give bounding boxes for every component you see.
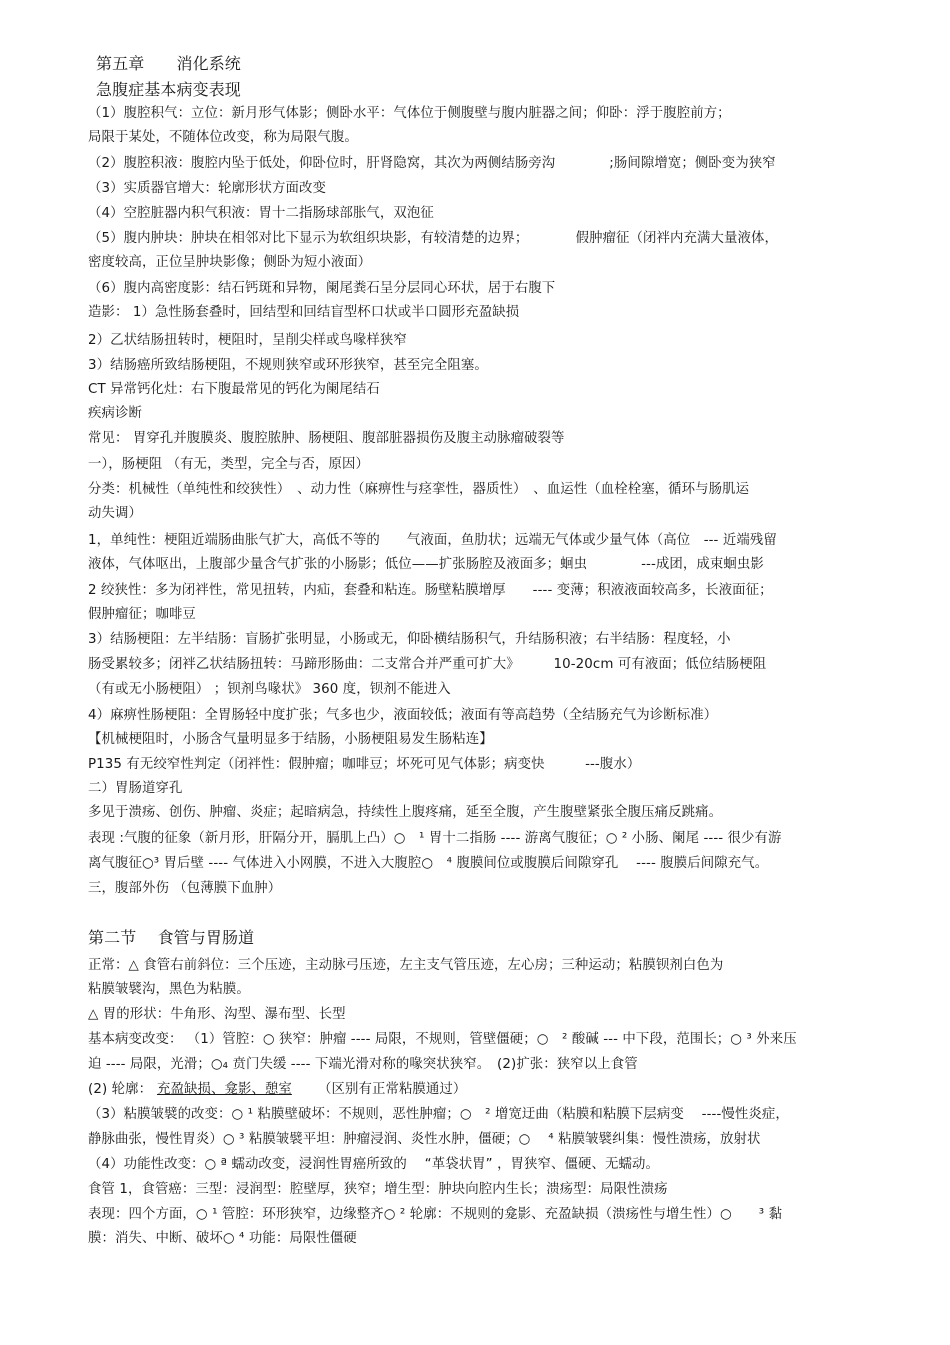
text-line: 迫 ---- 局限，光滑；○₄ 贲门失缓 ---- 下端光滑对称的喙突状狭窄。 (2)扩张：狭窄以上食管 (88, 1057, 638, 1072)
text-line: 【机械梗阻时，小肠含气量明显多于结肠，小肠梗阻易发生肠粘连】 (88, 732, 493, 747)
text-line: P135 有无绞窄性判定（闭袢性：假肿瘤；咖啡豆；坏死可见气体影；病变快 ---腹水） (88, 757, 641, 772)
text-line: 静脉曲张，慢性胃炎）○ ³ 粘膜皱襞平坦：肿瘤浸润、炎性水肿，僵硬；○ ⁴ 粘膜皱襞纠集：慢性溃疡，放射状 (88, 1132, 761, 1147)
text-line: 一），肠梗阻 （有无，类型，完全与否，原因） (88, 457, 369, 472)
text-line: 4）麻痹性肠梗阻：全胃肠轻中度扩张；气多也少，液面较低；液面有等高趋势（全结肠充气为诊断标准） (88, 708, 718, 723)
text-line: (2) 轮廓： (88, 1082, 153, 1097)
text-line: 食管 1，食管癌：三型：浸润型：腔壁厚，狭窄；增生型：肿块向腔内生长；溃疡型：局限性溃疡 (88, 1182, 668, 1197)
text-line: 密度较高，正位呈肿块影像；侧卧为短小液面） (88, 255, 372, 270)
text-line: 2）乙状结肠扭转时，梗阻时，呈削尖样或鸟喙样狭窄 (88, 333, 407, 348)
text-line: 正常：△ 食管右前斜位：三个压迹，主动脉弓压迹，左主支气管压迹，左心房；三种运动；粘膜钡剂白色为 (88, 958, 724, 973)
text-line: △ 胃的形状：牛角形、沟型、瀑布型、长型 (88, 1007, 346, 1022)
text-line: （5）腹内肿块：肿块在相邻对比下显示为软组织块影，有较清楚的边界； 假肿瘤征（闭袢内充满大量液体， (88, 231, 778, 246)
text-line: 多见于溃疡、创伤、肿瘤、炎症；起暗病急，持续性上腹疼痛，延至全腹，产生腹壁紧张全腹压痛反跳痛。 (88, 805, 723, 820)
text-line: 基本病变改变： （1）管腔：○ 狭窄：肿瘤 ---- 局限，不规则，管壁僵硬；○ ² 酸碱 --- 中下段，范围长；○ ³ 外来压 (88, 1032, 797, 1047)
text-line: 粘膜皱襞沟，黑色为粘膜。 (88, 982, 250, 997)
text-line: （1）腹腔积气：立位：新月形气体影；侧卧水平：气体位于侧腹壁与腹内脏器之间；仰卧：浮于腹腔前方； (88, 106, 731, 121)
text-line: （3）粘膜皱襞的改变：○ ¹ 粘膜壁破坏：不规则，恶性肿瘤；○ ² 增宽迂曲（粘膜和粘膜下层病变 ----慢性炎症， (88, 1107, 789, 1122)
text-line: 离气腹征○³ 胃后壁 ---- 气体进入小网膜，不进入大腹腔○ ⁴ 腹膜间位或腹膜后间隙穿孔 ---- 腹膜后间隙充气。 (88, 856, 769, 871)
text-line: 肠受累较多；闭袢乙状结肠扭转：马蹄形肠曲：二支常合并严重可扩大》 10-20cm 可有液面；低位结肠梗阻 (88, 657, 767, 672)
text-line: 三，腹部外伤 （包薄膜下血肿） (88, 881, 282, 896)
section-heading-2: 第二节 食管与胃肠道 (88, 928, 255, 947)
chapter-title: 第五章 消化系统 (96, 54, 241, 73)
text-line: （4）空腔脏器内积气积液：胃十二指肠球部胀气，双泡征 (88, 206, 434, 221)
text-line: 3）结肠梗阻：左半结肠：盲肠扩张明显，小肠或无，仰卧横结肠积气，升结肠积液；右半结肠：程度轻，小 (88, 632, 731, 647)
text-line: 二）胃肠道穿孔 (88, 781, 183, 796)
text-line: （6）腹内高密度影：结石钙斑和异物，阑尾粪石呈分层同心环状，居于右腹下 (88, 281, 556, 296)
text-line: 分类：机械性（单纯性和绞狭性） 、动力性（麻痹性与痉挛性，器质性） 、血运性（血栓栓塞，循环与肠肌运 (88, 482, 750, 497)
text-line: 造影： 1）急性肠套叠时，回结型和回结盲型杯口状或半口圆形充盈缺损 (88, 305, 520, 320)
underlined-text: 充盈缺损、龛影、憩室 (157, 1082, 292, 1097)
text-line: 2 绞狭性：多为闭袢性，常见扭转，内疝，套叠和粘连。肠壁粘膜增厚 ---- 变薄；积液液面较高多，长液面征； (88, 583, 773, 598)
text-line: 常见： 胃穿孔并腹膜炎、腹腔脓肿、肠梗阻、腹部脏器损伤及腹主动脉瘤破裂等 (88, 431, 565, 446)
section-heading: 急腹症基本病变表现 (96, 80, 241, 99)
text-line: （3）实质器官增大：轮廓形状方面改变 (88, 181, 326, 196)
text-line: 假肿瘤征；咖啡豆 (88, 607, 196, 622)
text-line: 膜：消失、中断、破坏○ ⁴ 功能：局限性僵硬 (88, 1231, 357, 1246)
text-line: （2）腹腔积液：腹腔内坠于低处，仰卧位时，肝肾隐窝，其次为两侧结肠旁沟 ;肠间隙增宽；侧卧变为狭窄 (88, 156, 776, 171)
text-line: （4）功能性改变：○ ª 蠕动改变，浸润性胃癌所致的 “革袋状胃” ，胃狭窄、僵硬、无蠕动。 (88, 1157, 659, 1172)
text-line: 表现 :气腹的征象（新月形，肝隔分开，膈肌上凸）○ ¹ 胃十二指肠 ---- 游离气腹征；○ ² 小肠、阑尾 ---- 很少有游 (88, 831, 782, 846)
text-line: CT 异常钙化灶：右下腹最常见的钙化为阑尾结石 (88, 382, 380, 397)
text-line: 疾病诊断 (88, 406, 142, 421)
text-line: 表现：四个方面，○ ¹ 管腔：环形狭窄，边缘整齐○ ² 轮廓：不规则的龛影、充盈缺损（溃疡性与增生性）○ ³ 黏 (88, 1207, 783, 1222)
text-line: 局限于某处，不随体位改变，称为局限气腹。 (88, 130, 358, 145)
text-line: 1，单纯性：梗阻近端肠曲胀气扩大，高低不等的 气液面，鱼肋状；远端无气体或少量气体（高位 --- 近端残留 (88, 533, 777, 548)
text-line: 液体，气体呕出，上腹部少量含气扩张的小肠影；低位——扩张肠腔及液面多；蛔虫 ---成团，成束蛔虫影 (88, 557, 764, 572)
text-line: （有或无小肠梗阻） ；钡剂鸟喙状》 360 度，钡剂不能进入 (88, 682, 451, 697)
text-line: （区别有正常粘膜通过） (318, 1082, 467, 1097)
text-line: 动失调） (88, 506, 142, 521)
text-line: 3）结肠癌所致结肠梗阻，不规则狭窄或环形狭窄，甚至完全阻塞。 (88, 358, 488, 373)
